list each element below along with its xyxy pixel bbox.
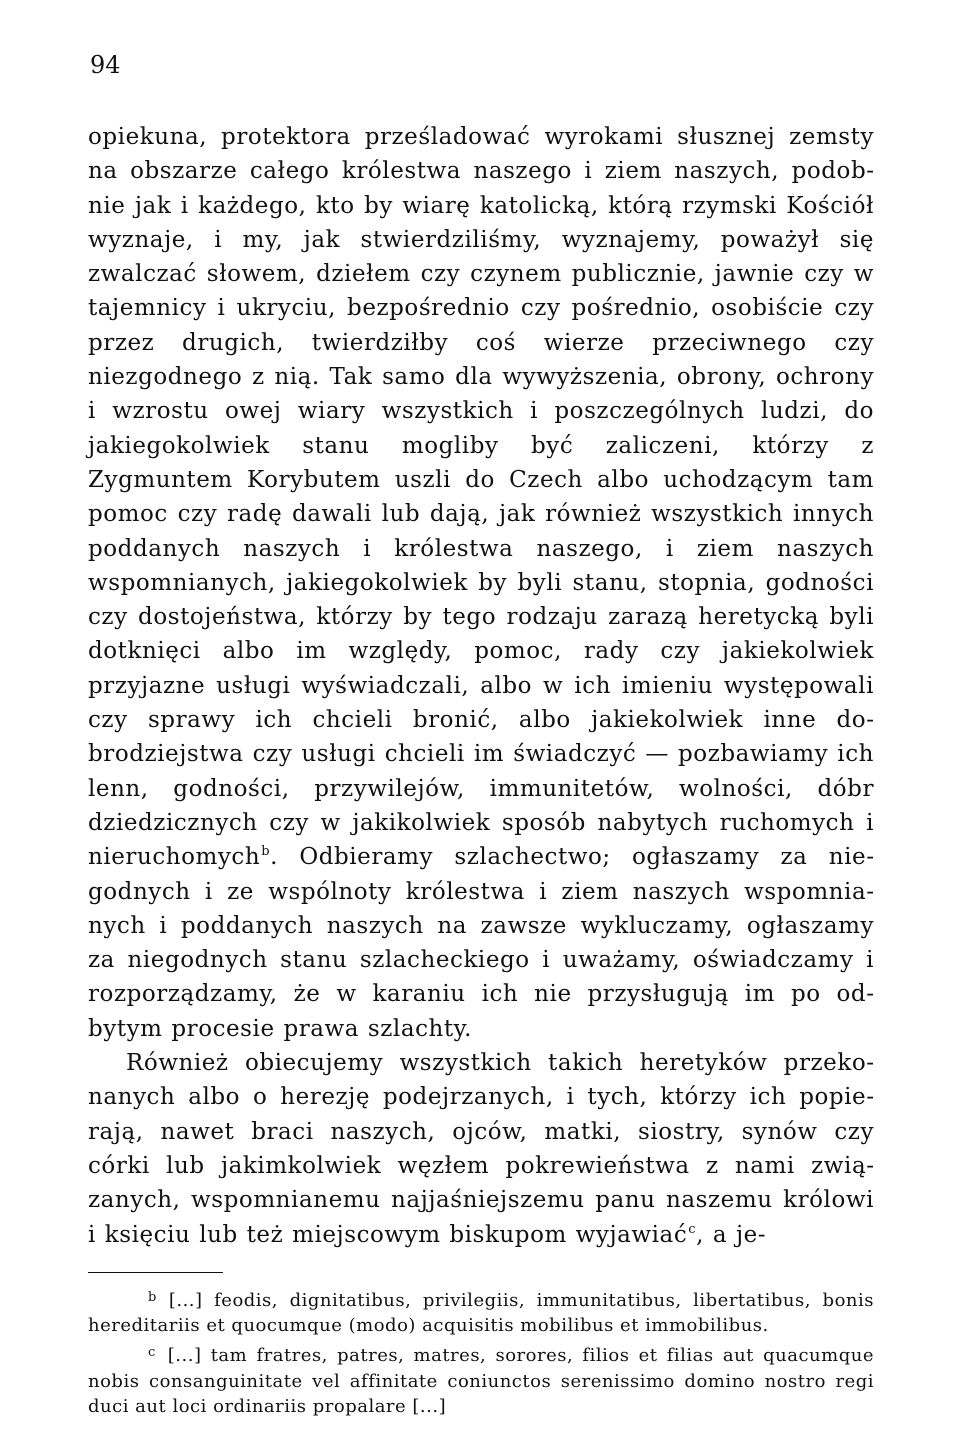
footnote-mark: b xyxy=(148,1289,157,1305)
page-number: 94 xyxy=(90,51,121,79)
paragraph-text: Również obiecujemy wszystkich takich heretyków przekonanych albo o herezję podejrzanych, i tych, którzy ich popierają, nawet braci naszych, ojców, matki, siostry, synów czy córki lub jakimkolwiek węzłem pokrewieństwa z nami związanych, wspomnianemu najjaśniejszemu panu naszemu królowi i księciu lub też miejscowym biskupom wyjawiać xyxy=(88,1050,874,1248)
footnote-text: [...] feodis, dignitatibus, privilegiis, immunitatibus, libertatibus, bonis hereditariis et quocumque (modo) acquisitis mobilibus et immobilibus. xyxy=(88,1289,874,1337)
paragraph-text: . Odbieramy szlachectwo; ogłaszamy za niegodnych i ze wspólnoty królestwa i ziem naszych wspomnianych i poddanych naszych na zawsze wykluczamy, ogłaszamy za niegodnych stanu szlacheckiego i uważamy, oświadczamy i rozporządzamy, że w karaniu ich nie przysługują im po odbytym procesie prawa szlachty. xyxy=(88,844,874,1042)
footnote-divider xyxy=(88,1272,223,1273)
footnote-c xyxy=(88,1340,874,1419)
main-text xyxy=(88,120,874,1252)
book-page xyxy=(88,50,874,1421)
paragraph-1 xyxy=(88,120,874,1046)
footnote-b xyxy=(88,1285,874,1339)
footnote-reference-b: b xyxy=(261,844,271,860)
footnote-text: [...] tam fratres, patres, matres, sorores, filios et filias aut quacumque nobis consanguinitate vel affinitate coniunctos serenissimo domino nostro regi duci aut loci ordinariis propalare [...] xyxy=(88,1345,874,1417)
paragraph-text: , a je- xyxy=(696,1221,767,1248)
paragraph-text: opiekuna, protektora prześladować wyrokami słusznej zemsty na obszarze całego królestwa naszego i ziem naszych, podobnie jak i każdego, kto by wiarę katolicką, którą rzymski Kościół wyznaje, i my, jak stwierdziliśmy, wyznajemy, poważył się zwalczać słowem, dziełem czy czynem publicznie, jawnie czy w tajemnicy i ukryciu, bezpośrednio czy pośrednio, osobiście czy przez drugich, twierdziłby coś wierze przeciwnego czy niezgodnego z nią. Tak samo dla wywyższenia, obrony, ochrony i wzrostu owej wiary wszystkich i poszczególnych ludzi, do jakiegokolwiek stanu mogliby być zaliczeni, którzy z Zygmuntem Korybutem uszli do Czech albo uchodzącym tam pomoc czy radę dawali lub dają, jak również wszystkich innych poddanych naszych i królestwa naszego, i ziem naszych wspomnianych, jakiegokolwiek by byli stanu, stopnia, godności czy dostojeństwa, którzy by tego rodzaju zarazą heretycką byli dotknięci albo im względy, pomoc, rady czy jakiekolwiek przyjazne usługi wyświadczali, albo w ich imieniu występowali czy sprawy ich chcieli bronić, albo jakiekolwiek inne dobrodziejstwa czy usługi chcieli im świadczyć — pozbawiamy ich lenn, godności, przywilejów, immunitetów, wolności, dóbr dziedzicznych czy w jakikolwiek sposób nabytych ruchomych i nieruchomych xyxy=(88,124,874,871)
footnotes xyxy=(88,1285,874,1419)
footnote-reference-c: c xyxy=(688,1221,697,1237)
footnote-mark: c xyxy=(148,1345,156,1361)
paragraph-2 xyxy=(88,1046,874,1252)
